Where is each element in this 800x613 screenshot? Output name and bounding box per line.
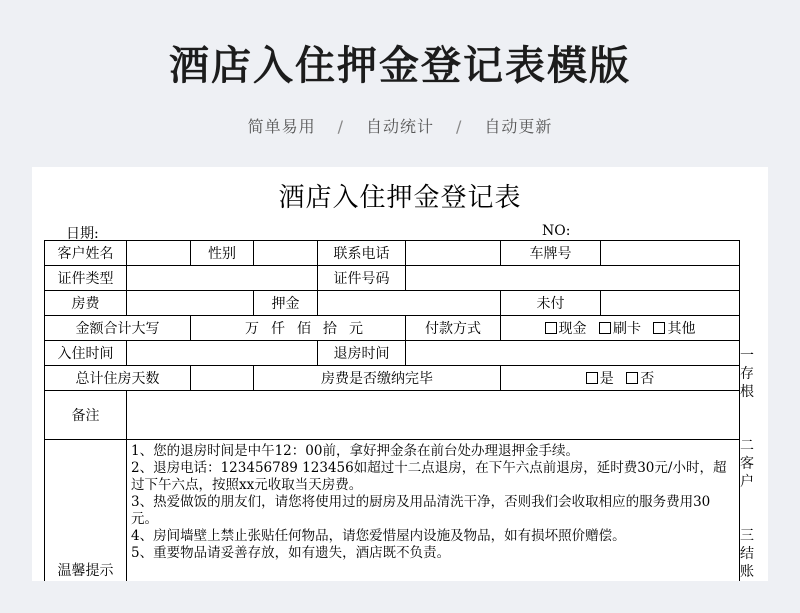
unpaid-label: 未付: [501, 291, 601, 316]
stub-char: 账: [740, 564, 754, 580]
fee-paid-label: 房费是否缴纳完毕: [254, 366, 501, 391]
total-uppercase-label: 金额合计大写: [45, 316, 191, 341]
id-number-field[interactable]: [406, 266, 740, 291]
plate-label: 车牌号: [501, 241, 601, 266]
feature-tagline: [0, 114, 800, 137]
tips-content: [127, 440, 740, 582]
fee-paid-options: [501, 366, 740, 391]
unit-wan: 万: [245, 321, 259, 337]
payment-method-label: 付款方式: [406, 316, 501, 341]
checkout-time-field[interactable]: [406, 341, 740, 366]
gender-field[interactable]: [254, 241, 318, 266]
page-title: 酒店入住押金登记表模版: [169, 43, 631, 89]
tip-item: 2、退房电话：123456789 123456如超过十二点退房，在下午六点前退房，延时费30元/小时，超过下午六点，按照xx元收取当天房费。: [131, 460, 727, 493]
gender-label: 性别: [191, 241, 254, 266]
card-checkbox[interactable]: [599, 322, 611, 334]
checkout-time-label: 退房时间: [318, 341, 406, 366]
remarks-field[interactable]: [127, 391, 740, 440]
cash-checkbox[interactable]: [545, 322, 557, 334]
phone-field[interactable]: [406, 241, 501, 266]
guest-name-field[interactable]: [127, 241, 191, 266]
copy-stub-labels: [740, 347, 754, 581]
stub-char: 根: [740, 384, 754, 400]
deposit-field[interactable]: [318, 291, 501, 316]
unit-shi: 拾: [323, 321, 337, 337]
id-number-label: 证件号码: [318, 266, 406, 291]
separator: /: [456, 117, 463, 136]
tip-item: 1、您的退房时间是中午12：00前，拿好押金条在前台处办理退押金手续。: [131, 443, 579, 459]
room-fee-label: 房费: [45, 291, 127, 316]
paid-yes-label: 是: [599, 371, 614, 387]
stub-char: 客: [740, 456, 754, 472]
paid-no-checkbox[interactable]: [626, 372, 638, 384]
stub-char: 存: [740, 366, 754, 382]
total-days-label: 总计住房天数: [45, 366, 191, 391]
stub-char: 三: [740, 528, 754, 544]
payment-options: [501, 316, 740, 341]
stub-char: 户: [740, 474, 754, 490]
checkin-time-field[interactable]: [127, 341, 318, 366]
feature-auto-stats: 自动统计: [365, 117, 434, 136]
tip-item: 5、重要物品请妥善存放，如有遗失，酒店既不负责。: [131, 545, 451, 561]
paid-no-label: 否: [640, 371, 655, 387]
unit-bai: 佰: [297, 321, 311, 337]
card-label: 刷卡: [613, 321, 641, 337]
stub-char: 结: [740, 546, 754, 562]
tips-label: 温馨提示: [45, 440, 127, 582]
separator: /: [337, 117, 344, 136]
tip-item: 3、热爱做饭的朋友们，请您将使用过的厨房及用品清洗干净，否则我们会收取相应的服务费用30元。: [131, 494, 711, 527]
feature-easy: 简单易用: [247, 117, 316, 136]
stub-char: 一: [740, 348, 754, 364]
id-type-label: 证件类型: [45, 266, 127, 291]
guest-name-label: 客户姓名: [45, 241, 127, 266]
checkin-time-label: 入住时间: [45, 341, 127, 366]
id-type-field[interactable]: [127, 266, 318, 291]
amount-units[interactable]: [191, 316, 406, 341]
form-sheet: [32, 167, 768, 581]
date-label: 日期:: [66, 226, 99, 242]
remarks-label: 备注: [45, 391, 127, 440]
phone-label: 联系电话: [318, 241, 406, 266]
unit-yuan: 元: [349, 321, 363, 337]
other-checkbox[interactable]: [653, 322, 665, 334]
form-title: 酒店入住押金登记表: [278, 183, 522, 213]
feature-auto-update: 自动更新: [484, 117, 553, 136]
unpaid-field[interactable]: [601, 291, 740, 316]
tip-item: 4、房间墙壁上禁止张贴任何物品，请您爱惜屋内设施及物品，如有损坏照价赠偿。: [131, 528, 626, 544]
registration-table: [44, 240, 740, 581]
deposit-label: 押金: [254, 291, 318, 316]
other-label: 其他: [667, 321, 696, 337]
cash-label: 现金: [558, 321, 587, 337]
plate-field[interactable]: [601, 241, 740, 266]
total-days-field[interactable]: [191, 366, 254, 391]
unit-qian: 仟: [271, 321, 285, 337]
room-fee-field[interactable]: [127, 291, 254, 316]
number-label: NO:: [542, 223, 571, 239]
paid-yes-checkbox[interactable]: [586, 372, 598, 384]
stub-char: 二: [740, 438, 754, 454]
